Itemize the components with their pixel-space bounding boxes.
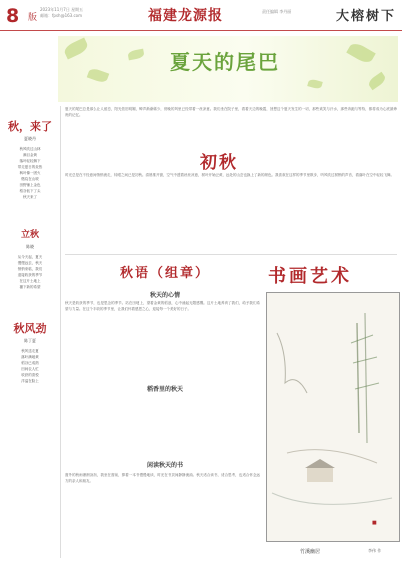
poem-line: 悄悄来临，我们	[17, 267, 43, 271]
article-label: 初秋	[200, 153, 238, 173]
poem-line: 落叶满地黄	[21, 355, 39, 359]
editor-credit: 责任编辑 李丹丽	[262, 9, 292, 14]
poem-line: 枫叶像一团火	[19, 171, 41, 175]
seal-stamp: ■	[372, 520, 377, 526]
poem-line: 稻谷已成熟	[21, 361, 39, 365]
issue-email: 邮箱：fpsh@163.com	[40, 13, 83, 18]
art-section-title: 书画艺术	[268, 266, 352, 287]
sidebar-poem	[3, 228, 57, 290]
poem-line: 洋溢在脸上	[21, 379, 39, 383]
issue-meta	[40, 7, 83, 19]
page-header	[0, 0, 402, 40]
poem-line: 慢慢远去，秋天	[17, 261, 43, 265]
header-rule	[0, 30, 402, 31]
poem-title: 立秋	[20, 230, 39, 240]
article-text: 时光总是在不经意间悄悄流走，转眼之间已是初秋。清晨推开窗，空气中透着丝丝凉意，树叶开始泛黄，远处的山峦也换上了新的颜色。我喜欢在这样的季节里散步，听风吹过树梢的声音，看落叶在空中轻轻飞舞。	[65, 173, 394, 177]
sidebar-poem	[3, 120, 57, 200]
poem-line: 从今天起，夏天	[17, 255, 43, 259]
poem-line: 秋风吹过山林	[19, 147, 41, 151]
poem-line: 燃烧在山坡	[21, 177, 39, 181]
poem-line: 秋天来了	[23, 195, 37, 199]
poem-line: 满目金黄	[23, 153, 37, 157]
poem-line: 播下新的希望	[19, 285, 41, 289]
poem-line: 稻谷低下了头	[19, 189, 41, 193]
poem-title: 秋风劲	[13, 322, 47, 335]
poem-author: 陈丁夏	[24, 338, 36, 343]
section-title: 大榕树下	[335, 9, 396, 24]
poem-line: 田野铺上金色	[19, 183, 41, 187]
artwork-artist: 李伟 作	[368, 548, 382, 553]
poem-line: 在这片土地上	[19, 279, 41, 283]
article-subheading: 稻香里的秋天	[146, 386, 183, 393]
poem-line: 收获的喜悦	[21, 373, 39, 377]
poem-title: 秋，来了	[8, 120, 52, 133]
article-text: 秋天是收获的季节，也是思念的季节。站在田埂上，望着金黄的稻浪，心中涌起无限感慨。这片土地养育了我们，给予我们希望与力量。在这个丰收的季节里，让我们怀着感恩之心，迎接每一个美好的日子。	[65, 301, 260, 311]
article-text: 窗外的秋雨淅淅沥沥，我坐在窗前，捧着一本书慢慢地读，时光在书页间静静流淌。秋天适合读书，适合思考，也适合怀念远方的亲人和朋友。	[65, 473, 260, 483]
page-unit: 版	[28, 13, 38, 23]
artwork-image	[266, 292, 400, 542]
article-subheading: 秋天的心情	[149, 292, 180, 299]
artwork-caption: 竹溪幽居	[300, 549, 321, 555]
sidebar-poem	[3, 322, 57, 384]
poem-line: 秋风送走夏	[21, 349, 39, 353]
column-divider	[60, 106, 61, 558]
section-divider	[65, 254, 397, 255]
poem-author: 陈晓	[26, 244, 34, 249]
page-number: 8	[6, 5, 20, 27]
poem-line: 迎接收获的季节	[17, 273, 43, 277]
banner-title: 夏天的尾巴	[170, 50, 280, 74]
masthead: 福建龙源报	[148, 8, 223, 24]
article-label: 秋语（组章）	[120, 266, 211, 281]
poem-line: 带走夏日的炎热	[17, 165, 43, 169]
poem-author: 夏晓丹	[24, 136, 36, 141]
poem-line: 落叶轻轻飘下	[19, 159, 41, 163]
poem-line: 田间农人忙	[21, 367, 39, 371]
issue-date: 2023年11月7日 星期五	[40, 7, 84, 12]
article-subheading: 闲读秋天的书	[146, 462, 183, 469]
article-top-text: 夏天的尾巴总是那么让人留恋，阳光依旧明媚，蝉声渐渐稀少，傍晚的风里已经带着一丝凉意。我们坐在院子里，看着天边的晚霞，回想这个夏天发生的一切，那些欢笑与汗水，那些奔跑与等待，都将成为心底最珍贵的记忆。	[65, 107, 397, 117]
